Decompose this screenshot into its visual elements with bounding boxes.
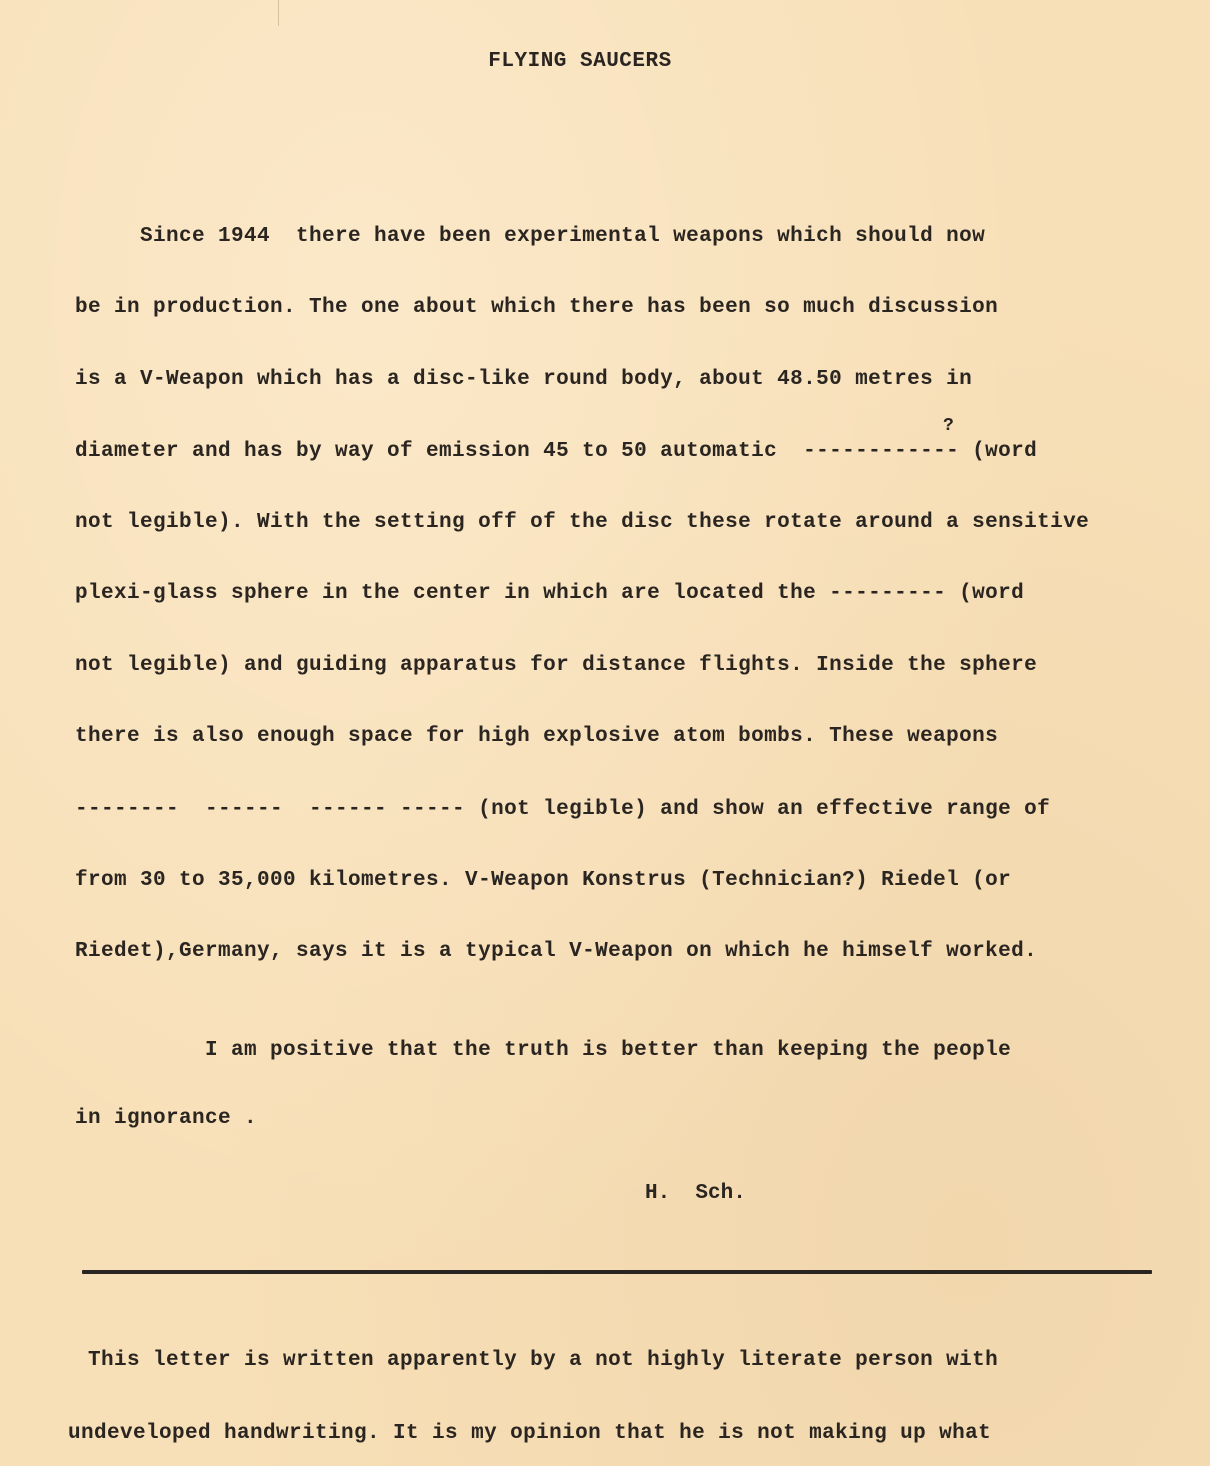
paragraph2-line-2: in ignorance . — [75, 1107, 258, 1130]
uncertain-word-mark: ? — [943, 416, 954, 436]
paragraph1-line-3: is a V-Weapon which has a disc-like round body, about 48.50 metres in — [75, 368, 973, 391]
paragraph1-line-6: plexi-glass sphere in the center in which are located the --------- (word — [75, 582, 1025, 605]
horizontal-rule — [82, 1270, 1152, 1274]
paragraph1-line-5: not legible). With the setting off of the disc these rotate around a sensitive — [75, 511, 1090, 534]
signature: H. Sch. — [645, 1182, 746, 1205]
paragraph1-line-1: Since 1944 there have been experimental weapons which should now — [75, 225, 986, 248]
paragraph1-line-9: -------- ------ ------ ----- (not legible) and show an effective range of — [75, 798, 1051, 821]
fold-crease — [278, 0, 279, 26]
paragraph1-line-11: Riedet),Germany, says it is a typical V-Weapon on which he himself worked. — [75, 940, 1038, 963]
comment-line-1: This letter is written apparently by a not highly literate person with — [75, 1349, 999, 1372]
paragraph1-line-4: diameter and has by way of emission 45 to 50 automatic ------------ (word — [75, 440, 1038, 463]
paragraph1-line-8: there is also enough space for high explosive atom bombs. These weapons — [75, 725, 999, 748]
paragraph2-line-1: I am positive that the truth is better than keeping the people — [75, 1039, 1012, 1062]
document-title: FLYING SAUCERS — [488, 50, 672, 73]
paragraph1-line-10: from 30 to 35,000 kilometres. V-Weapon Konstrus (Technician?) Riedel (or — [75, 869, 1012, 892]
paragraph1-line-7: not legible) and guiding apparatus for distance flights. Inside the sphere — [75, 654, 1038, 677]
comment-line-2: undeveloped handwriting. It is my opinion that he is not making up what — [68, 1422, 992, 1445]
paragraph1-line-2: be in production. The one about which there has been so much discussion — [75, 296, 999, 319]
